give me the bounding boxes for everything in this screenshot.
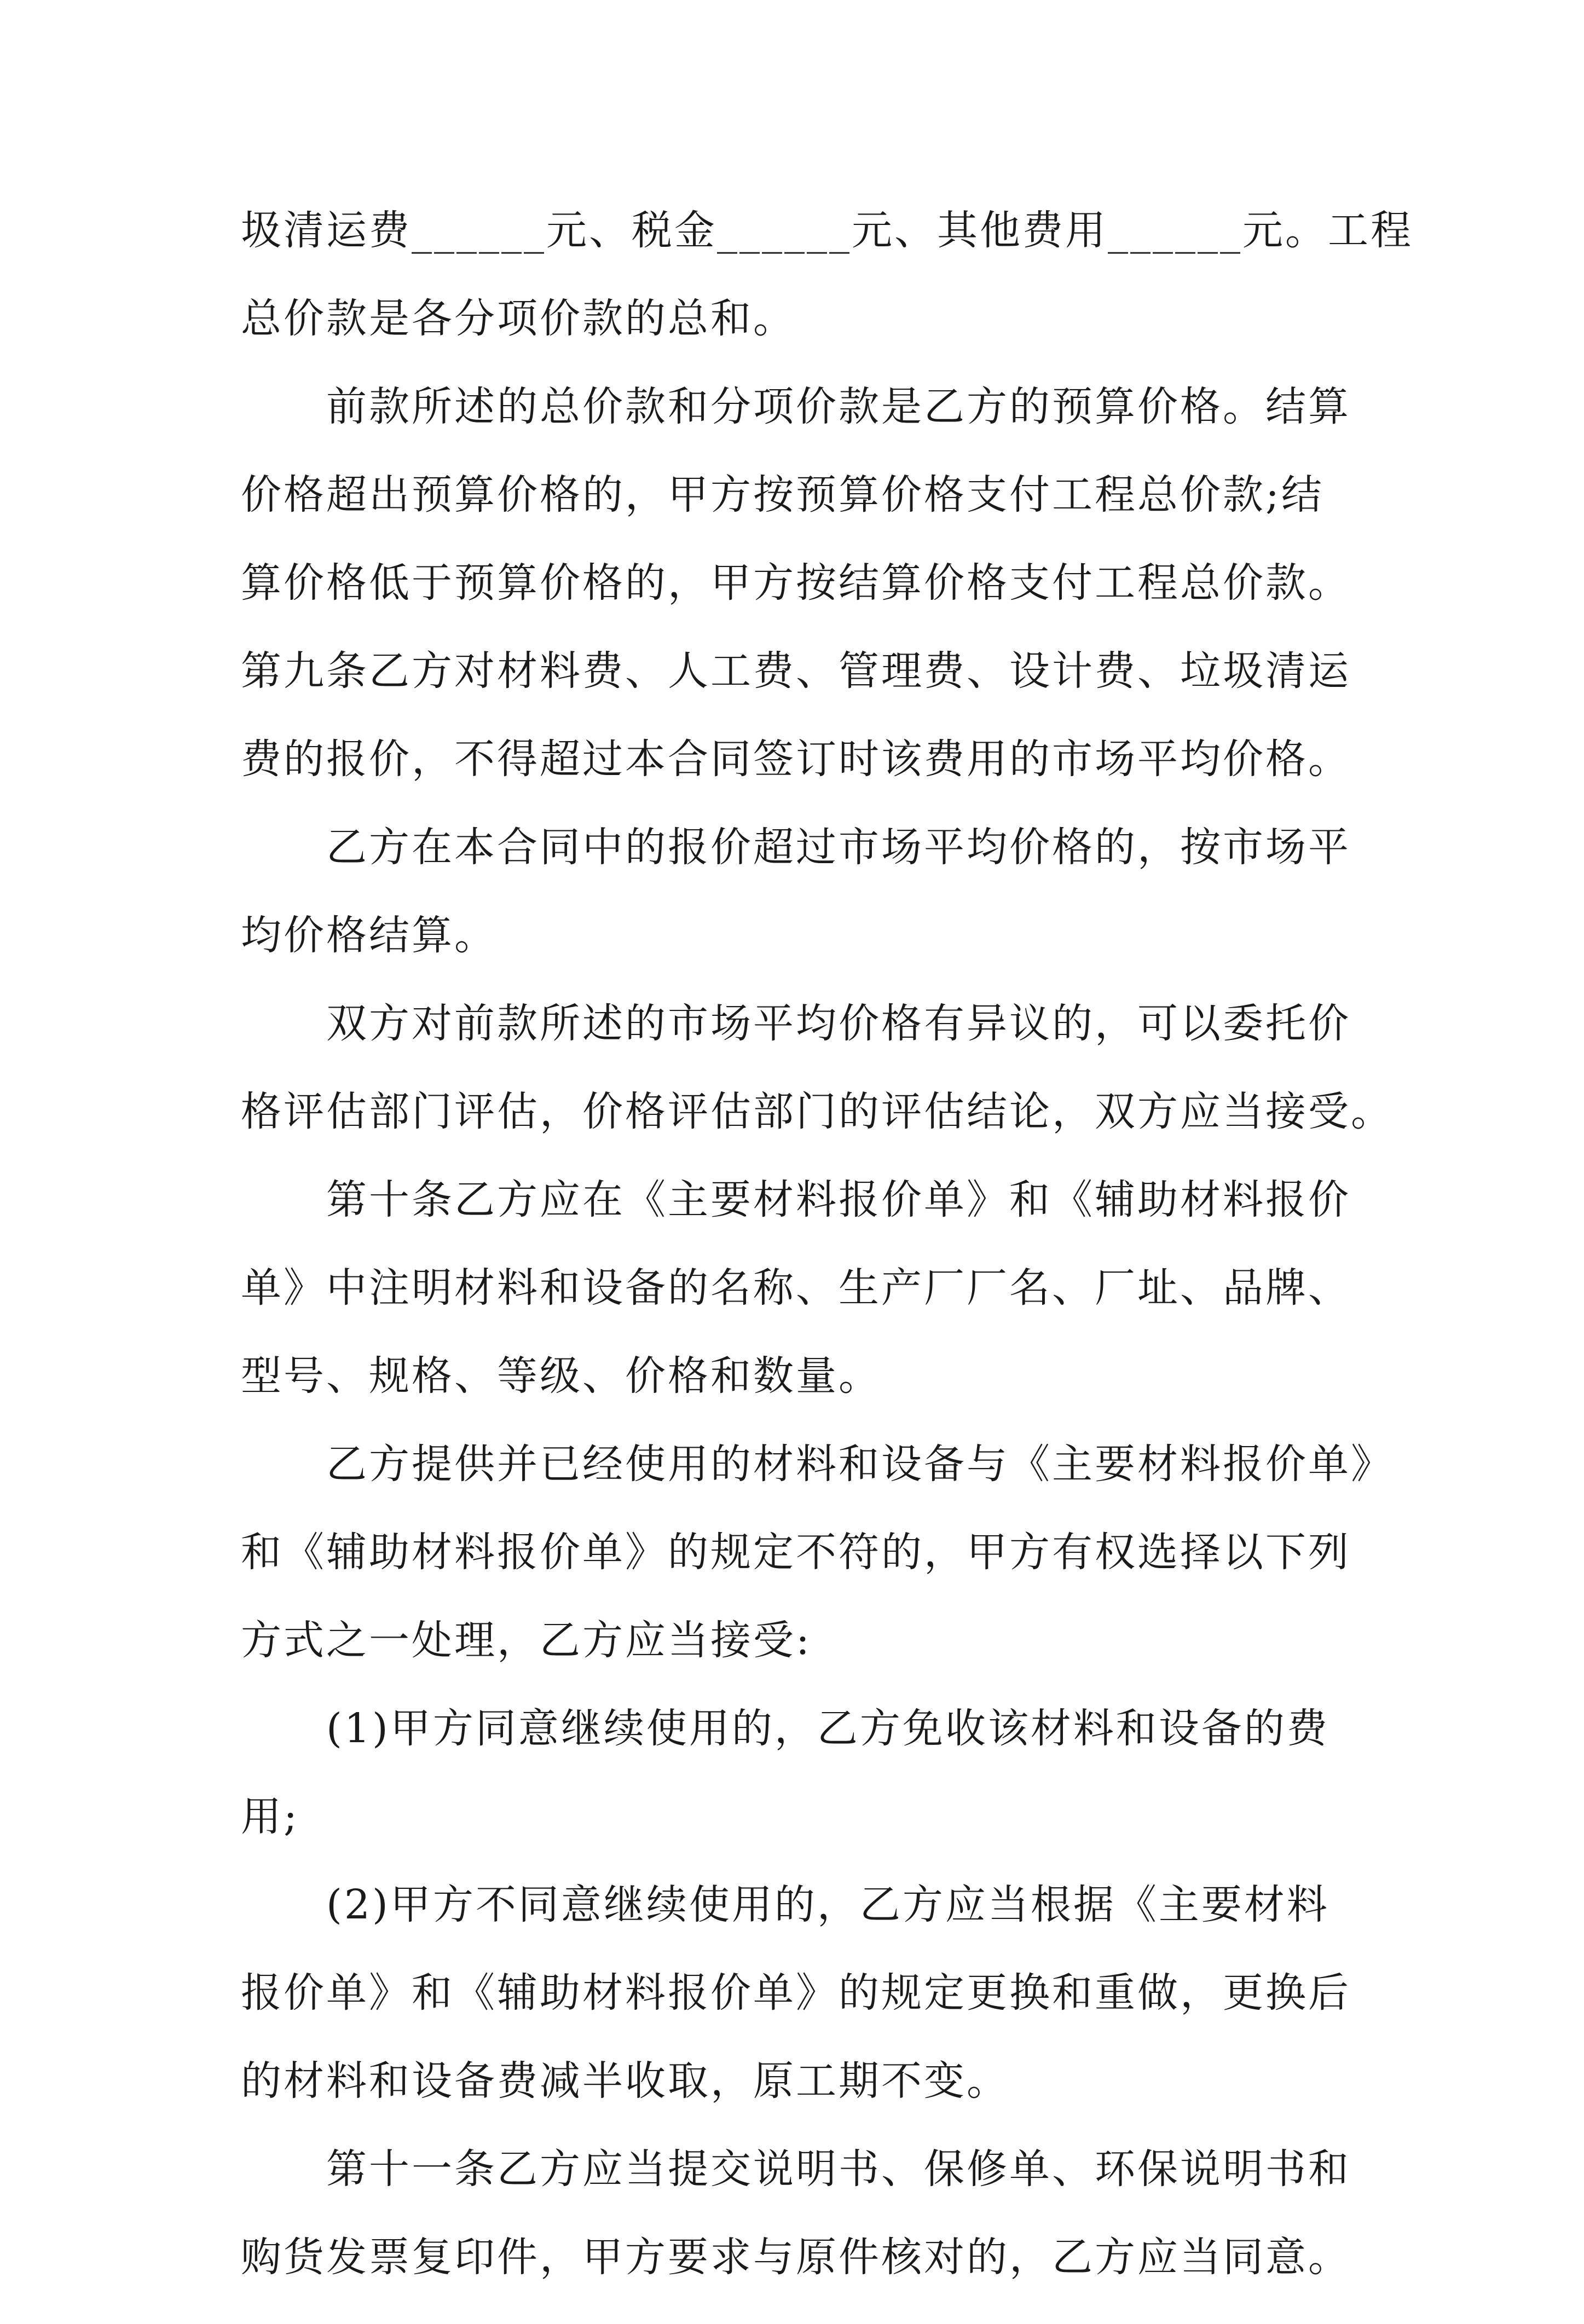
text-line: 单》中注明材料和设备的名称、生产厂厂名、厂址、品牌、 (241, 1264, 1351, 1311)
text-line: 第十条乙方应在《主要材料报价单》和《辅助材料报价 (326, 1176, 1351, 1223)
text-line: (1)甲方同意继续使用的，乙方免收该材料和设备的费 (326, 1705, 1329, 1752)
text-line: 算价格低于预算价格的，甲方按结算价格支付工程总价款。 (241, 559, 1351, 606)
text-line: 费的报价，不得超过本合同签订时该费用的市场平均价格。 (241, 736, 1351, 783)
text-line: 报价单》和《辅助材料报价单》的规定更换和重做，更换后 (241, 1969, 1351, 2016)
text-line: 均价格结算。 (241, 912, 497, 959)
text-line: 和《辅助材料报价单》的规定不符的，甲方有权选择以下列 (241, 1529, 1351, 1576)
text-line: 乙方提供并已经使用的材料和设备与《主要材料报价单》 (326, 1441, 1394, 1488)
text-line: 的材料和设备费减半收取，原工期不变。 (241, 2057, 1009, 2105)
text-line: 型号、规格、等级、价格和数量。 (241, 1352, 881, 1400)
text-line: 圾清运费______元、税金______元、其他费用______元。工程 (241, 207, 1413, 254)
text-line: 价格超出预算价格的，甲方按预算价格支付工程总价款;结 (241, 471, 1324, 518)
text-line: 第九条乙方对材料费、人工费、管理费、设计费、垃圾清运 (241, 648, 1351, 695)
text-line: 第十一条乙方应当提交说明书、保修单、环保说明书和 (326, 2146, 1351, 2193)
text-line: 用; (241, 1793, 299, 1840)
text-line: 前款所述的总价款和分项价款是乙方的预算价格。结算 (326, 383, 1351, 430)
text-line: 双方对前款所述的市场平均价格有异议的，可以委托价 (326, 1000, 1351, 1047)
text-line: (2)甲方不同意继续使用的，乙方应当根据《主要材料 (326, 1881, 1329, 1928)
contract-text (241, 207, 1413, 2324)
text-line: 总价款是各分项价款的总和。 (241, 295, 796, 342)
text-line: 乙方在本合同中的报价超过市场平均价格的，按市场平 (326, 824, 1351, 871)
text-line: 格评估部门评估，价格评估部门的评估结论，双方应当接受。 (241, 1088, 1394, 1135)
text-line: 方式之一处理，乙方应当接受: (241, 1617, 812, 1664)
text-line: 购货发票复印件，甲方要求与原件核对的，乙方应当同意。 (241, 2234, 1351, 2281)
